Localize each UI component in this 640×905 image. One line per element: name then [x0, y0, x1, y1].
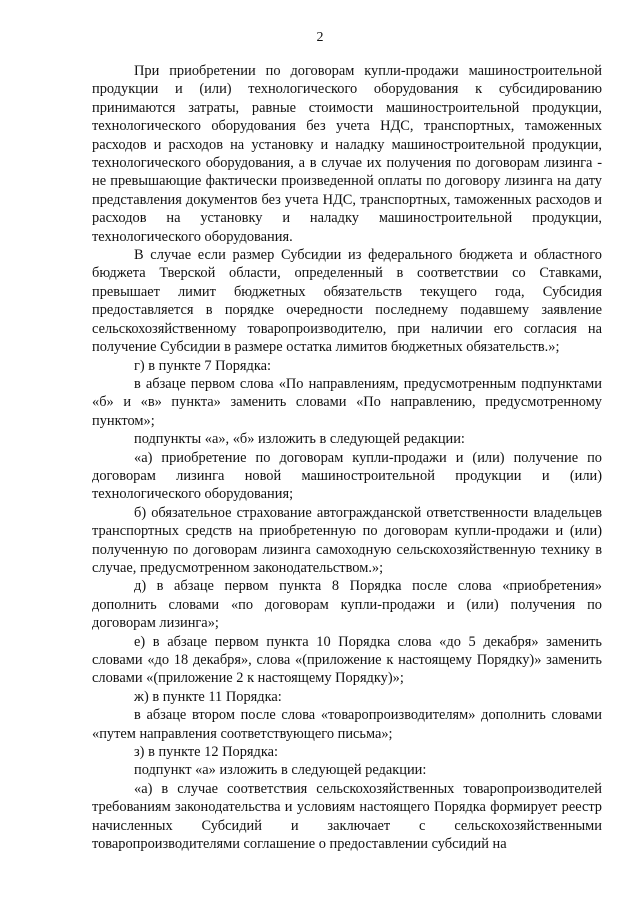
paragraph-clause-z: з) в пункте 12 Порядка: — [134, 744, 279, 761]
document-body — [92, 62, 602, 853]
paragraph-clause-g: г) в пункте 7 Порядка: — [134, 357, 272, 374]
page-number: 2 — [316, 30, 324, 45]
paragraph-second-abzac: в абзаце втором после слова «товаропроизводителям» дополнить словами «путем направления соответствующего письма»; — [92, 707, 602, 742]
paragraph-subitem-b: б) обязательное страхование автогражданской ответственности владельцев транспортных средств на приобретенную по договорам купли-продажи и (или) полученную по договорам лизинга самоходную сельскохозяйственную технику в случае, предусмотренном законодательством.»; — [92, 504, 602, 576]
paragraph-subitem-a: «а) приобретение по договорам купли-продажи и (или) получение по договорам лизинга новой машиностроительной продукции и (или) технологического оборудования; — [92, 449, 602, 503]
paragraph-clause-zh: ж) в пункте 11 Порядка: — [134, 688, 282, 705]
paragraph-clause-e: е) в абзаце первом пункта 10 Порядка слова «до 5 декабря» заменить словами «до 18 декабря», слова «(приложение к настоящему Порядку)» заменить словами «(приложение 2 к настоящему Порядку)»; — [92, 633, 602, 687]
paragraph-subitem-a-intro: подпункт «а» изложить в следующей редакции: — [134, 762, 427, 779]
paragraph-subsidy-limit: В случае если размер Субсидии из федерального бюджета и областного бюджета Тверской области, определенный в соответствии со Ставками, превышает лимит бюджетных обязательств текущего года, Субсидия предоставляется в порядке очередности последнему подавшему заявление сельскохозяйственному товаропроизводителю, при наличии его согласия на получение Субсидии в размере остатка лимитов бюджетных обязательств.»; — [92, 247, 602, 356]
paragraph-acquisition-costs: При приобретении по договорам купли-продажи машиностроительной продукции и (или) технологического оборудования к субсидированию принимаются затраты, равные стоимости машиностроительной продукции, технологического оборудования без учета НДС, транспортных, таможенных расходов и расходов на установку и наладку машиностроительной продукции, технологического оборудования, а в случае их получения по договорам лизинга - не превышающие фактически произведенной оплаты по договору лизинга на дату представления документов без учета НДС, транспортных, таможенных расходов и расходов на установку и наладку машиностроительной продукции, технологического оборудования. — [92, 63, 602, 245]
paragraph-subitem-a-text: «а) в случае соответствия сельскохозяйственных товаропроизводителей требованиям законодательства и условиям настоящего Порядка формирует реестр начисленных Субсидий и заключает с сельскохозяйственными товаропроизводителями соглашение о предоставлении субсидий на — [92, 780, 602, 853]
paragraph-clause-d: д) в абзаце первом пункта 8 Порядка после слова «приобретения» дополнить словами «по договорам купли-продажи и (или) получения по договорам лизинга»; — [92, 578, 602, 632]
paragraph-subitems-intro: подпункты «а», «б» изложить в следующей редакции: — [134, 431, 465, 448]
paragraph-first-abzac: в абзаце первом слова «По направлениям, предусмотренным подпунктами «б» и «в» пункта» заменить словами «По направлению, предусмотренному пунктом»; — [92, 375, 602, 429]
